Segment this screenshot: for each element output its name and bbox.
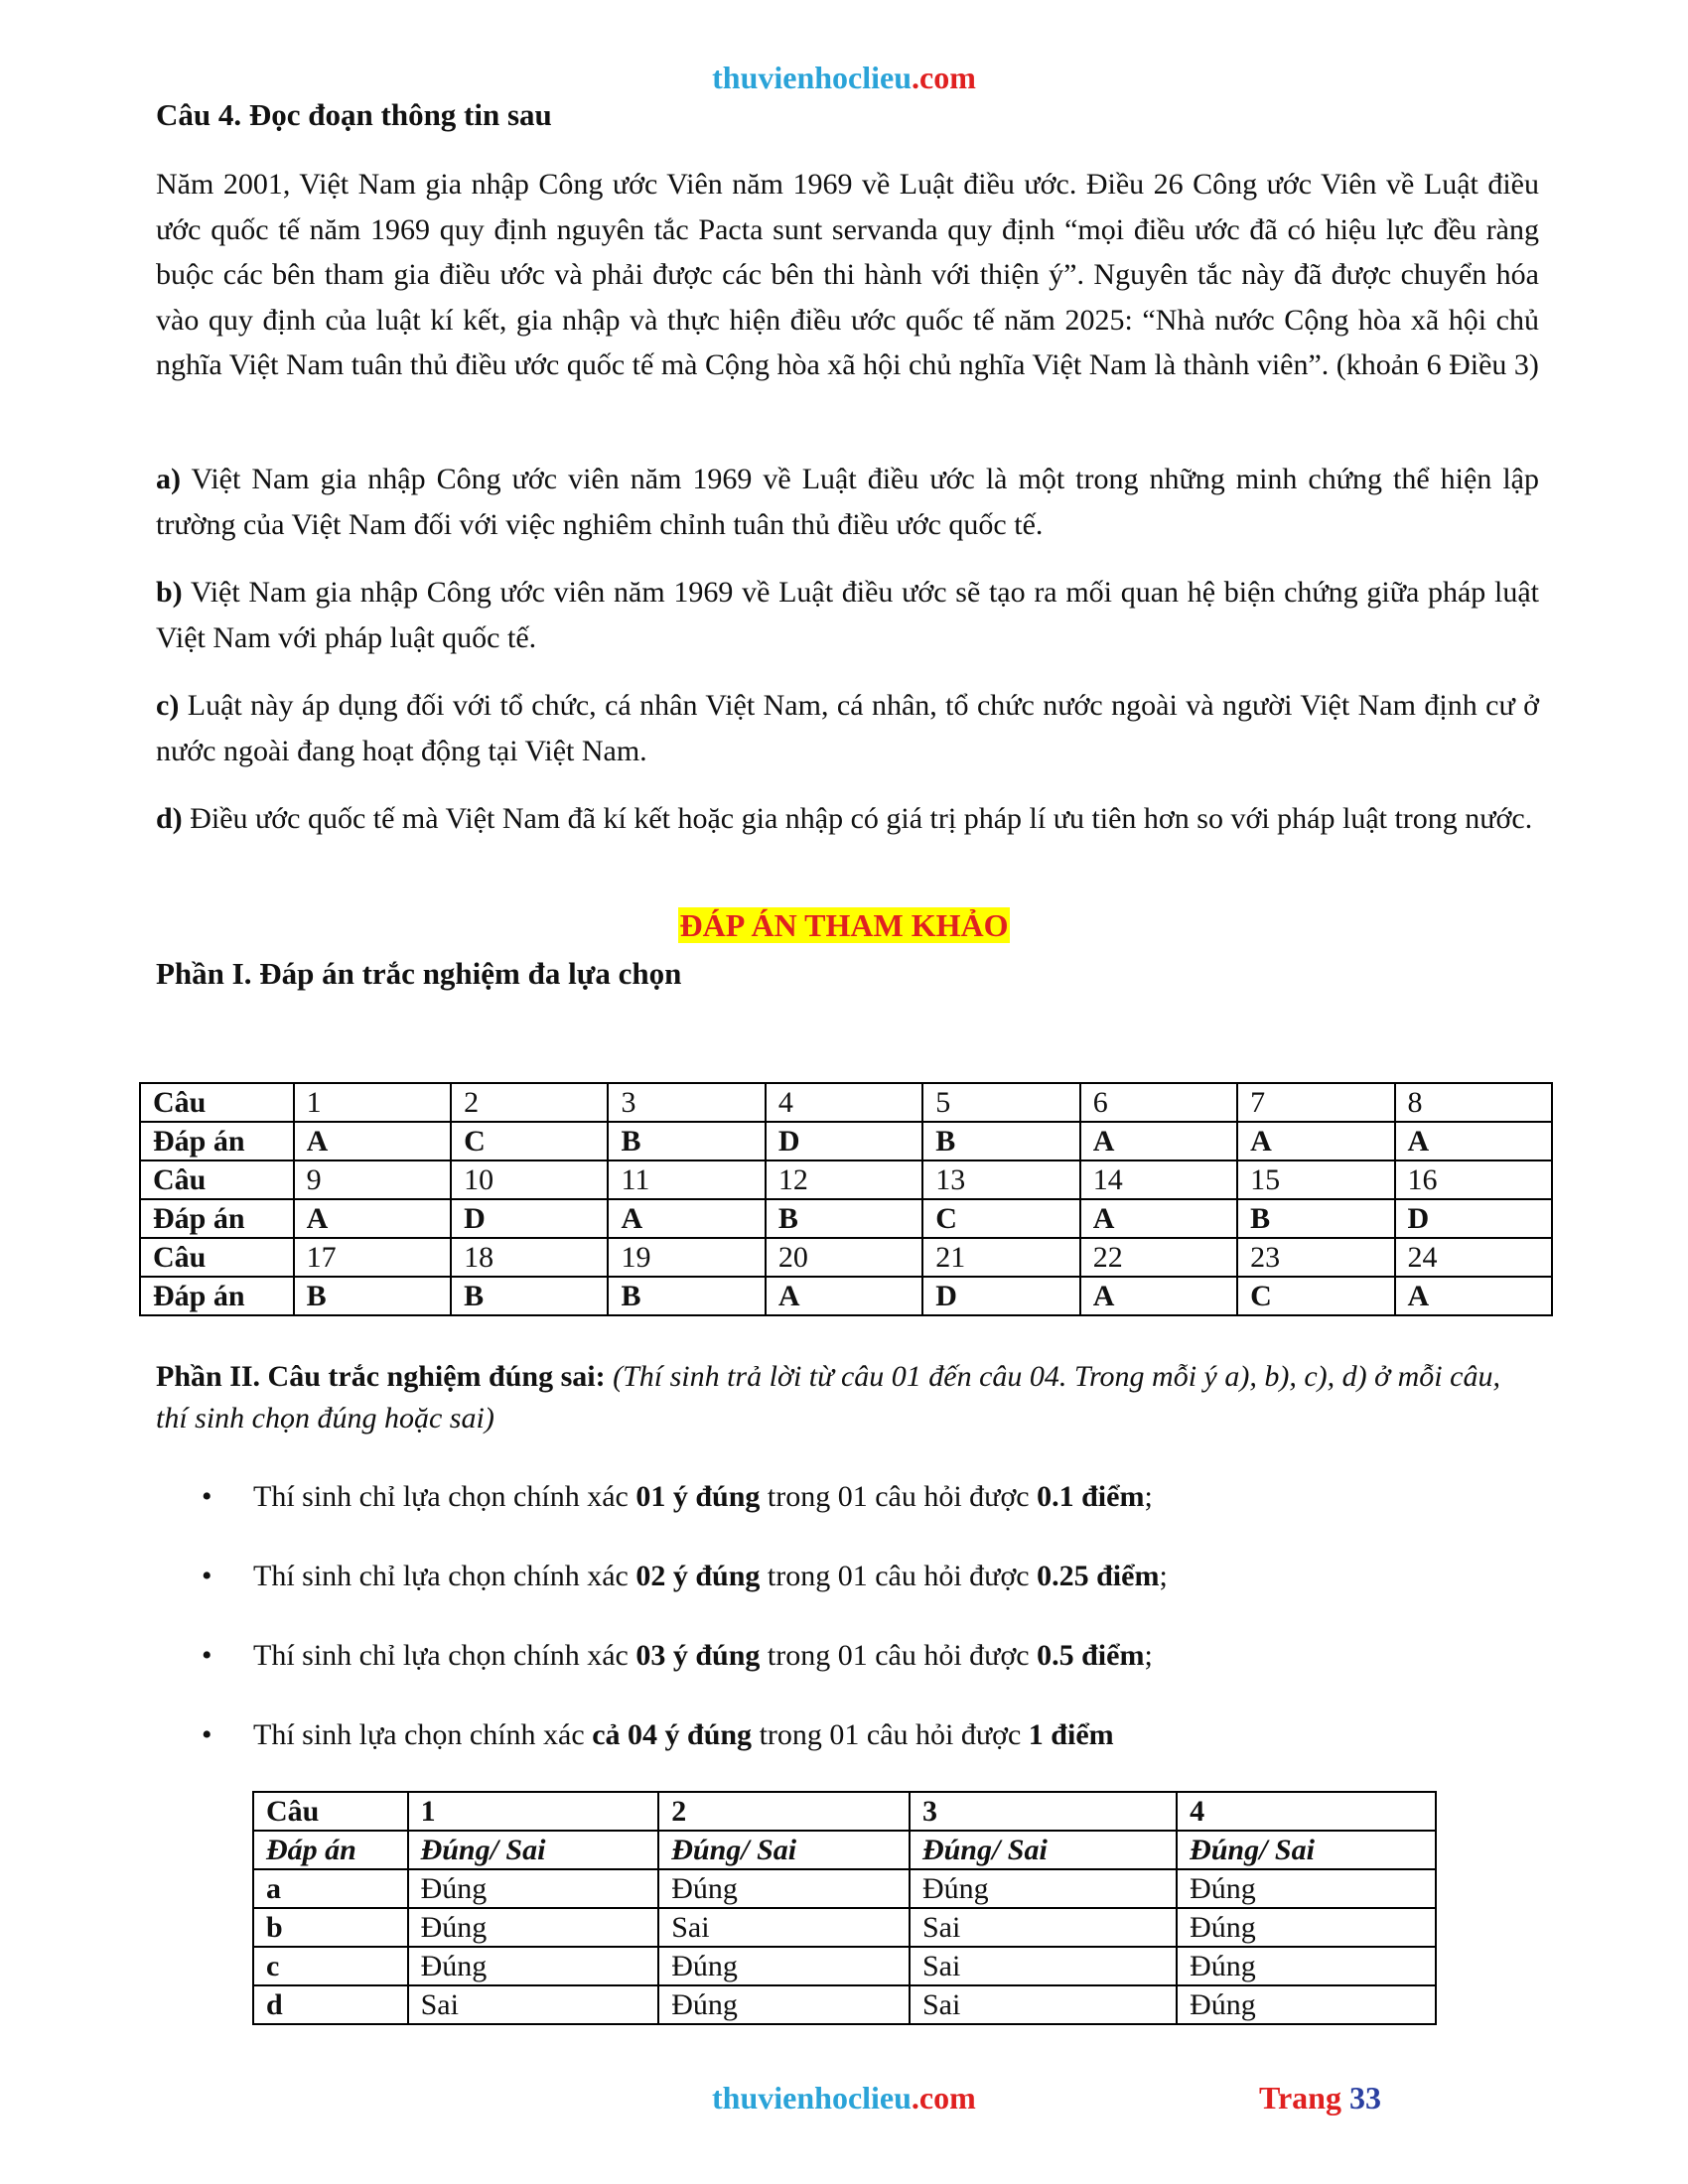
option-c-text: Luật này áp dụng đối với tổ chức, cá nhân Việt Nam, cá nhân, tổ chức nước ngoài và người Việt Nam định cư ở nước ngoài đang hoạt động tại Việt Nam. bbox=[156, 689, 1539, 767]
table-cell: 4 bbox=[1177, 1792, 1436, 1831]
option-d-text: Điều ước quốc tế mà Việt Nam đã kí kết hoặc gia nhập có giá trị pháp lí ưu tiên hơn so với pháp luật trong nước. bbox=[190, 802, 1533, 835]
option-b-label: b) bbox=[156, 576, 183, 609]
table-cell: 22 bbox=[1080, 1238, 1237, 1277]
table-cell: B bbox=[766, 1199, 922, 1238]
table-cell: Sai bbox=[910, 1985, 1177, 2024]
page-label: Trang bbox=[1259, 2080, 1341, 2116]
option-d-label: d) bbox=[156, 802, 183, 835]
page-number-value: 33 bbox=[1348, 2080, 1381, 2116]
table-cell: Đúng bbox=[1177, 1869, 1436, 1908]
option-c-label: c) bbox=[156, 689, 180, 722]
table-cell: A bbox=[1237, 1122, 1394, 1160]
part1-title: Phần I. Đáp án trắc nghiệm đa lựa chọn bbox=[156, 956, 682, 991]
table-cell: Sai bbox=[658, 1908, 910, 1947]
site-name-part2: .com bbox=[912, 60, 976, 95]
table-cell: 4 bbox=[766, 1083, 922, 1122]
table-cell: Đúng bbox=[408, 1869, 659, 1908]
table-cell: 8 bbox=[1395, 1083, 1552, 1122]
table-cell: 2 bbox=[658, 1792, 910, 1831]
table-cell: A bbox=[1395, 1277, 1552, 1315]
bullet-dot: • bbox=[202, 1560, 212, 1592]
table-cell: C bbox=[451, 1122, 608, 1160]
table-row bbox=[253, 1908, 1436, 1947]
table-cell: Đúng bbox=[658, 1985, 910, 2024]
table-cell: Đúng/ Sai bbox=[910, 1831, 1177, 1869]
header-site-name bbox=[0, 60, 1688, 96]
table-cell: 20 bbox=[766, 1238, 922, 1277]
table-cell: A bbox=[608, 1199, 765, 1238]
footer-site-name: thuvienhoclieu.com bbox=[712, 2080, 976, 2116]
table-row bbox=[253, 1792, 1436, 1831]
table-cell: Đúng bbox=[1177, 1908, 1436, 1947]
table-cell: A bbox=[766, 1277, 922, 1315]
table-row bbox=[140, 1277, 1552, 1315]
table-cell: A bbox=[294, 1122, 451, 1160]
table-cell: B bbox=[1237, 1199, 1394, 1238]
table-cell: 7 bbox=[1237, 1083, 1394, 1122]
table-row bbox=[253, 1947, 1436, 1985]
table-cell: Đúng/ Sai bbox=[408, 1831, 659, 1869]
table-cell: Đúng bbox=[1177, 1985, 1436, 2024]
row-header-cell: Đáp án bbox=[253, 1831, 408, 1869]
table-row bbox=[253, 1831, 1436, 1869]
option-b bbox=[156, 570, 1539, 660]
table-cell: Đúng bbox=[408, 1908, 659, 1947]
table-cell: D bbox=[766, 1122, 922, 1160]
table-cell: C bbox=[922, 1199, 1079, 1238]
row-header-cell: Đáp án bbox=[140, 1277, 294, 1315]
part2-note: (Thí sinh trả lời từ câu 01 đến câu 04. Trong mỗi ý a), b), c), d) ở mỗi câu, thí sinh chọn đúng hoặc sai) bbox=[156, 1360, 1500, 1434]
row-header-cell: b bbox=[253, 1908, 408, 1947]
table-cell: Đúng/ Sai bbox=[658, 1831, 910, 1869]
row-header-cell: c bbox=[253, 1947, 408, 1985]
answers-heading-text: ĐÁP ÁN THAM KHẢO bbox=[679, 907, 1009, 943]
table-cell: B bbox=[451, 1277, 608, 1315]
table-row bbox=[140, 1238, 1552, 1277]
table-cell: D bbox=[1395, 1199, 1552, 1238]
page-number bbox=[1259, 2080, 1381, 2116]
table-cell: 24 bbox=[1395, 1238, 1552, 1277]
table-cell: 19 bbox=[608, 1238, 765, 1277]
option-d bbox=[156, 796, 1539, 842]
table-cell: 3 bbox=[608, 1083, 765, 1122]
question-title: Câu 4. Đọc đoạn thông tin sau bbox=[156, 97, 552, 132]
answers-heading bbox=[0, 907, 1688, 944]
table-cell: A bbox=[294, 1199, 451, 1238]
table-cell: A bbox=[1395, 1122, 1552, 1160]
table-row bbox=[253, 1985, 1436, 2024]
table-cell: B bbox=[608, 1122, 765, 1160]
table-cell: Sai bbox=[408, 1985, 659, 2024]
table-cell: 5 bbox=[922, 1083, 1079, 1122]
table-cell: A bbox=[1080, 1122, 1237, 1160]
row-header-cell: Đáp án bbox=[140, 1199, 294, 1238]
table-cell: 1 bbox=[408, 1792, 659, 1831]
table-cell: 12 bbox=[766, 1160, 922, 1199]
option-a-text: Việt Nam gia nhập Công ước viên năm 1969 về Luật điều ước là một trong những minh chứng thể hiện lập trường của Việt Nam đối với việc nghiêm chỉnh tuân thủ điều ước quốc tế. bbox=[156, 463, 1539, 541]
row-header-cell: Câu bbox=[140, 1083, 294, 1122]
option-a bbox=[156, 457, 1539, 547]
table-cell: A bbox=[1080, 1199, 1237, 1238]
true-false-answer-table bbox=[252, 1791, 1437, 2025]
table-cell: 14 bbox=[1080, 1160, 1237, 1199]
row-header-cell: Câu bbox=[140, 1238, 294, 1277]
table-cell: C bbox=[1237, 1277, 1394, 1315]
table-cell: Sai bbox=[910, 1908, 1177, 1947]
table-row bbox=[140, 1083, 1552, 1122]
table-cell: 18 bbox=[451, 1238, 608, 1277]
table-cell: Đúng bbox=[658, 1947, 910, 1985]
row-header-cell: Đáp án bbox=[140, 1122, 294, 1160]
question-passage: Năm 2001, Việt Nam gia nhập Công ước Viên năm 1969 về Luật điều ước. Điều 26 Công ước Viên về Luật điều ước quốc tế năm 1969 quy định nguyên tắc Pacta sunt servanda quy định “mọi điều ước đã có hiệu lực đều ràng buộc các bên tham gia điều ước và phải được các bên thi hành với thiện ý”. Nguyên tắc này đã được chuyển hóa vào quy định của luật kí kết, gia nhập và thực hiện điều ước quốc tế năm 2025: “Nhà nước Cộng hòa xã hội chủ nghĩa Việt Nam tuân thủ điều ước quốc tế mà Cộng hòa xã hội chủ nghĩa Việt Nam là thành viên”. (khoản 6 Điều 3) bbox=[156, 168, 1539, 381]
bullet-dot: • bbox=[202, 1639, 212, 1672]
table-cell: 6 bbox=[1080, 1083, 1237, 1122]
table-row bbox=[140, 1199, 1552, 1238]
table-cell: 2 bbox=[451, 1083, 608, 1122]
table-cell: Sai bbox=[910, 1947, 1177, 1985]
table-cell: 23 bbox=[1237, 1238, 1394, 1277]
multiple-choice-answer-table bbox=[139, 1082, 1553, 1316]
part2-title: Phần II. Câu trắc nghiệm đúng sai: bbox=[156, 1360, 606, 1393]
table-cell: 21 bbox=[922, 1238, 1079, 1277]
table-cell: Đúng/ Sai bbox=[1177, 1831, 1436, 1869]
table-cell: 10 bbox=[451, 1160, 608, 1199]
bullet-dot: • bbox=[202, 1480, 212, 1513]
table-cell: D bbox=[922, 1277, 1079, 1315]
table-row bbox=[140, 1160, 1552, 1199]
option-b-text: Việt Nam gia nhập Công ước viên năm 1969 về Luật điều ước sẽ tạo ra mối quan hệ biện chứng giữa pháp luật Việt Nam với pháp luật quốc tế. bbox=[156, 576, 1539, 654]
table-row bbox=[140, 1122, 1552, 1160]
table-cell: 1 bbox=[294, 1083, 451, 1122]
table-cell: 15 bbox=[1237, 1160, 1394, 1199]
table-cell: 9 bbox=[294, 1160, 451, 1199]
table-cell: A bbox=[1080, 1277, 1237, 1315]
table-cell: 3 bbox=[910, 1792, 1177, 1831]
site-name-part1: thuvienhoclieu bbox=[712, 60, 913, 95]
table-cell: B bbox=[608, 1277, 765, 1315]
table-cell: B bbox=[922, 1122, 1079, 1160]
option-a-label: a) bbox=[156, 463, 181, 495]
table-cell: Đúng bbox=[1177, 1947, 1436, 1985]
option-c bbox=[156, 683, 1539, 773]
row-header-cell: a bbox=[253, 1869, 408, 1908]
table-cell: 11 bbox=[608, 1160, 765, 1199]
table-cell: B bbox=[294, 1277, 451, 1315]
row-header-cell: Câu bbox=[140, 1160, 294, 1199]
table-cell: 17 bbox=[294, 1238, 451, 1277]
table-cell: 13 bbox=[922, 1160, 1079, 1199]
table-cell: 16 bbox=[1395, 1160, 1552, 1199]
table-cell: Đúng bbox=[658, 1869, 910, 1908]
table-cell: D bbox=[451, 1199, 608, 1238]
bullet-dot: • bbox=[202, 1718, 212, 1751]
table-cell: Đúng bbox=[910, 1869, 1177, 1908]
table-row bbox=[253, 1869, 1436, 1908]
row-header-cell: Câu bbox=[253, 1792, 408, 1831]
table-cell: Đúng bbox=[408, 1947, 659, 1985]
row-header-cell: d bbox=[253, 1985, 408, 2024]
part2-intro bbox=[156, 1356, 1539, 1439]
